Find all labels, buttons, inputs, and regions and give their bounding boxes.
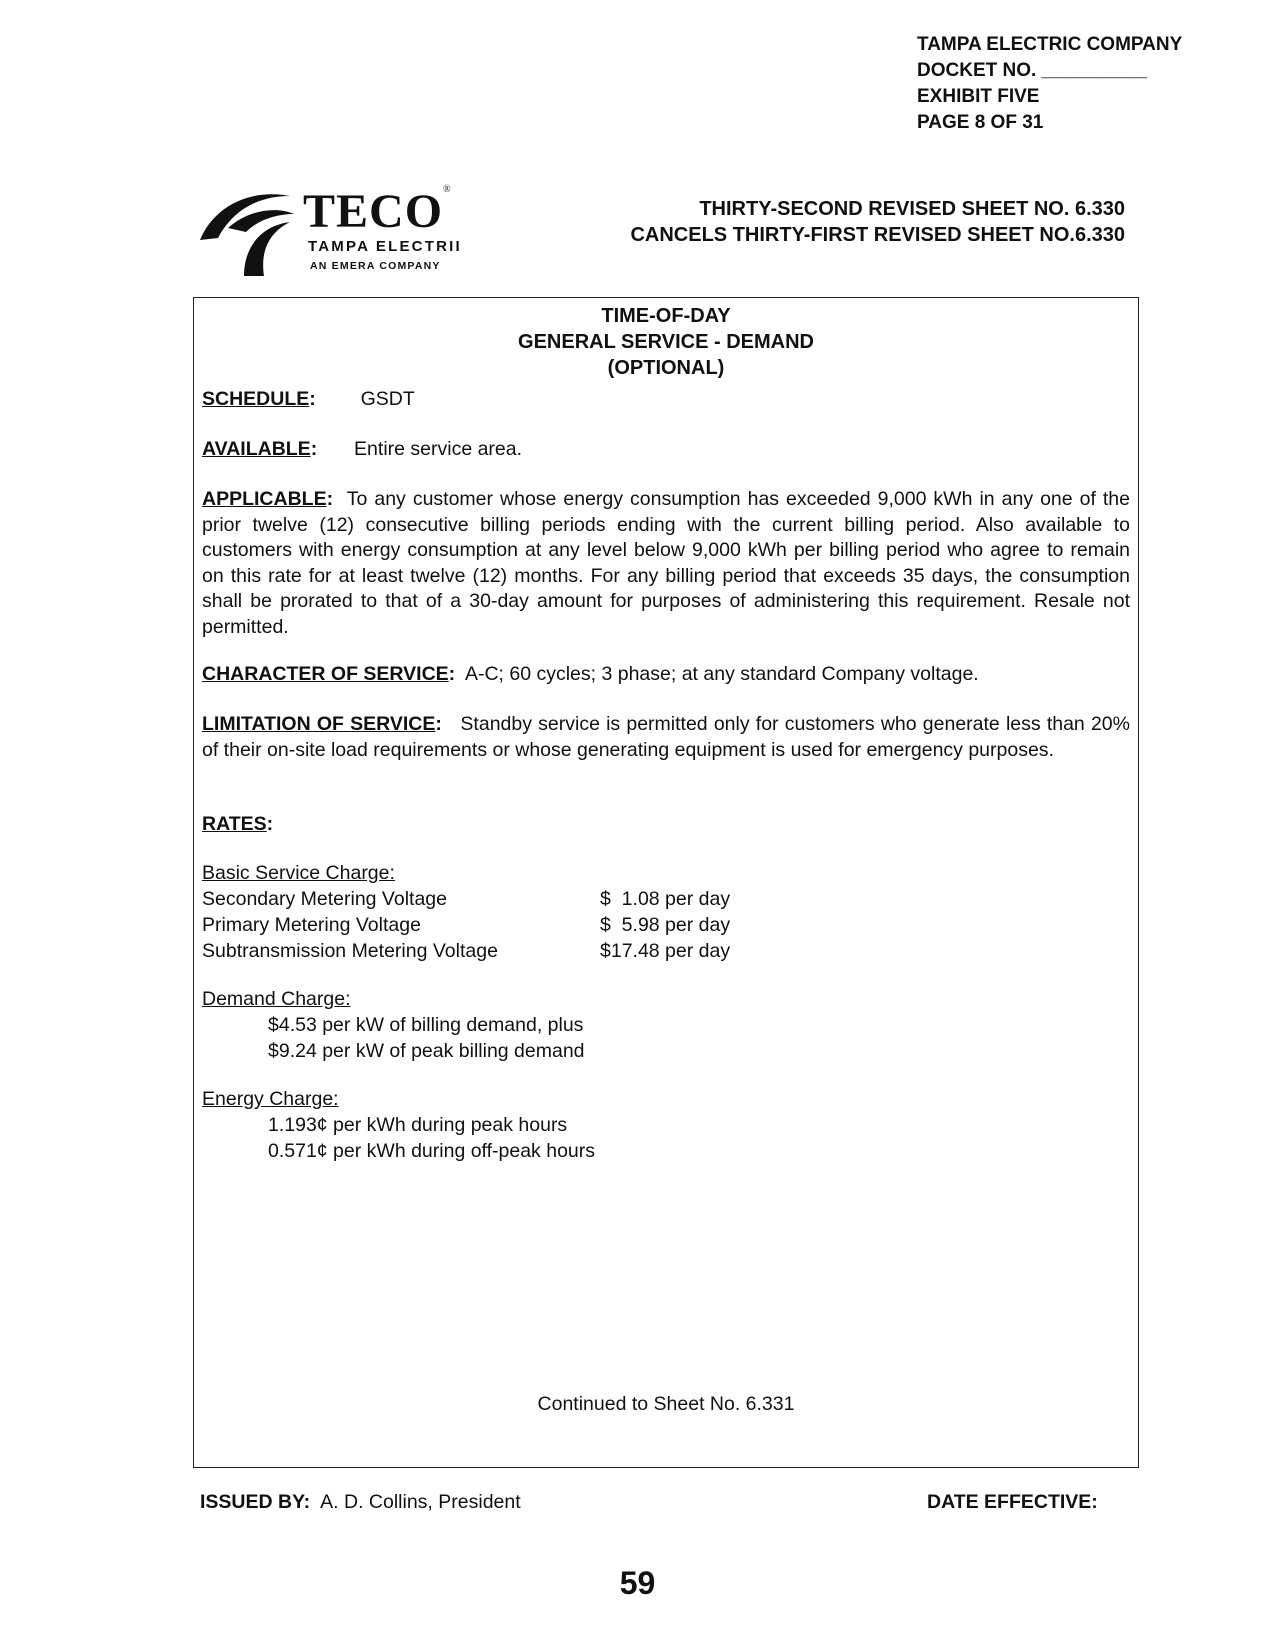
limitation-text: Standby service is permitted only for customers who generate less than 20% of their on-site load requirements or whose generating equipment is used for emergency purposes. <box>202 713 1130 761</box>
docket-number: DOCKET NO. __________ <box>917 60 1148 81</box>
demand-charge <box>202 986 585 1064</box>
sheet-number <box>630 196 1125 248</box>
basic-row-name: Secondary Metering Voltage <box>202 888 447 910</box>
teco-logo <box>198 184 508 278</box>
title-line2: GENERAL SERVICE - DEMAND <box>518 331 814 353</box>
character-section: CHARACTER OF SERVICE: A-C; 60 cycles; 3 phase; at any standard Company voltage. <box>202 663 979 685</box>
applicable-text: To any customer whose energy consumption has exceeded 9,000 kWh in any one of the prior twelve (12) consecutive billing periods ending with the current billing period. Also available to customers with energy consumption at any level below 9,000 kWh per billing period who agree to remain on this rate for at least twelve (12) months. For any billing period that exceeds 35 days, the consumption shall be prorated to that of a 30-day amount for purposes of administering this requirement. Resale not permitted. <box>202 488 1130 638</box>
basic-row-amount: $ 1.08 per day <box>600 888 731 910</box>
demand-line: $9.24 per kW of peak billing demand <box>268 1040 585 1062</box>
rates-section: RATES: <box>202 813 274 835</box>
limitation-label: LIMITATION OF SERVICE <box>202 713 436 735</box>
title-line1: TIME-OF-DAY <box>601 305 731 327</box>
date-effective-label: DATE EFFECTIVE: <box>927 1491 1098 1513</box>
tariff-box <box>193 297 1139 1468</box>
available-section: AVAILABLE: Entire service area. <box>202 438 523 460</box>
page-indicator: PAGE 8 OF 31 <box>917 112 1044 133</box>
sheet-number-line1: THIRTY-SECOND REVISED SHEET NO. 6.330 <box>699 198 1125 220</box>
basic-row-name: Primary Metering Voltage <box>202 914 421 936</box>
document-header <box>917 32 1182 136</box>
schedule-label: SCHEDULE <box>202 388 310 410</box>
demand-heading: Demand Charge: <box>202 988 351 1010</box>
sheet-number-line2: CANCELS THIRTY-FIRST REVISED SHEET NO.6.330 <box>630 224 1125 246</box>
basic-row-amount: $ 5.98 per day <box>600 914 731 936</box>
company-name: TAMPA ELECTRIC COMPANY <box>917 34 1183 55</box>
limitation-section: LIMITATION OF SERVICE: Standby service is permitted only for customers who generate less than 20% of their on-site load requirements or whose generating equipment is used for emergency purposes. <box>202 713 1130 761</box>
teco-wordmark: TECO® <box>303 184 452 238</box>
page-number: 59 <box>619 1565 656 1601</box>
title-line3: (OPTIONAL) <box>607 357 725 379</box>
demand-line: $4.53 per kW of billing demand, plus <box>268 1014 584 1036</box>
available-value: Entire service area. <box>354 438 523 460</box>
basic-row <box>202 886 730 912</box>
character-label: CHARACTER OF SERVICE <box>202 663 449 685</box>
applicable-section: APPLICABLE: To any customer whose energy consumption has exceeded 9,000 kWh in any one of the prior twelve (12) consecutive billing periods ending with the current billing period. Also available to customers with energy consumption at any level below 9,000 kWh per billing period who agree to remain on this rate for at least twelve (12) months. For any billing period that exceeds 35 days, the consumption shall be prorated to that of a 30-day amount for purposes of administering this requirement. Resale not permitted. <box>202 488 1130 638</box>
exhibit-label: EXHIBIT FIVE <box>917 86 1040 107</box>
basic-heading: Basic Service Charge: <box>202 862 395 884</box>
applicable-label: APPLICABLE <box>202 488 327 510</box>
rates-label: RATES <box>202 813 267 835</box>
basic-row <box>202 938 730 964</box>
issued-by-label: ISSUED BY: <box>200 1491 311 1513</box>
teco-parent: AN EMERA COMPANY <box>310 260 441 272</box>
basic-row-name: Subtransmission Metering Voltage <box>202 940 498 962</box>
character-text: A-C; 60 cycles; 3 phase; at any standard Company voltage. <box>464 663 979 685</box>
issued-by <box>200 1491 521 1514</box>
continued-note: Continued to Sheet No. 6.331 <box>537 1393 795 1415</box>
tariff-title <box>194 303 1138 381</box>
energy-charge <box>202 1086 595 1164</box>
schedule-value: GSDT <box>360 388 415 410</box>
teco-swoosh-icon <box>198 188 298 278</box>
teco-subtitle: TAMPA ELECTRII <box>308 238 462 255</box>
available-label: AVAILABLE <box>202 438 311 460</box>
basic-service-charge <box>202 860 730 964</box>
energy-line: 0.571¢ per kWh during off-peak hours <box>268 1140 596 1162</box>
schedule-section: SCHEDULE: GSDT <box>202 388 415 410</box>
basic-row-amount: $17.48 per day <box>600 940 731 962</box>
energy-heading: Energy Charge: <box>202 1088 339 1110</box>
energy-line: 1.193¢ per kWh during peak hours <box>268 1114 568 1136</box>
issued-by-value: A. D. Collins, President <box>320 1491 521 1513</box>
basic-row <box>202 912 730 938</box>
